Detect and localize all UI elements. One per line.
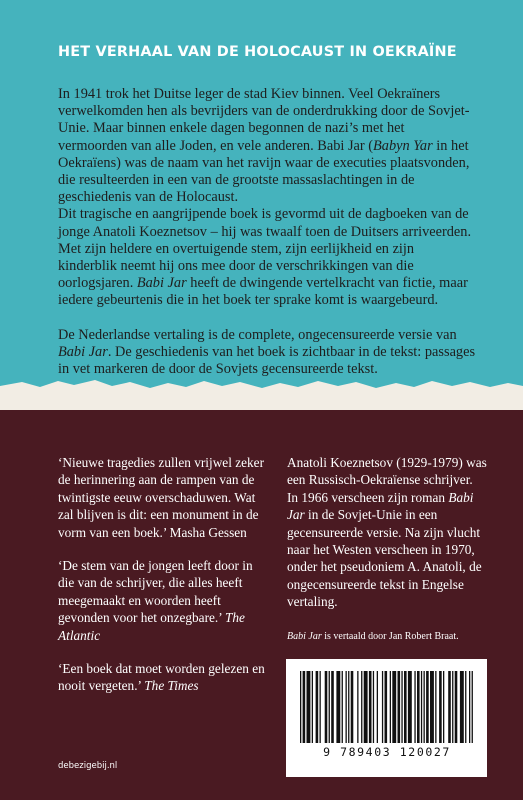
isbn-digits: 9 789403 120027: [323, 745, 451, 759]
barcode-panel: [286, 659, 487, 777]
isbn-barcode: [298, 671, 476, 743]
review-quote: ‘Een boek dat moet worden gelezen en nooit vergeten.’ The Times: [58, 661, 265, 694]
translator-credit: Babi Jar is vertaald door Jan Robert Braat.: [287, 631, 459, 642]
back-cover-heading: HET VERHAAL VAN DE HOLOCAUST IN OEKRAÏNE: [58, 44, 457, 60]
blurb-paragraph-2: Dit tragische en aangrijpende boek is gevormd uit de dagboeken van de jonge Anatoli Koeznetsov – hij was twaalf toen de Duitsers arriveerden. Met zijn heldere en overtuigende stem, zijn eerlijkheid en zijn kinderblik neemt hij ons mee door de verschrikkingen van die oorlogsjaren. Babi Jar heeft de dwingende vertelkracht van fictie, maar iedere gebeurtenis die in het boek ter sprake komt is waargebeurd.: [58, 206, 472, 309]
publisher-website: debezigebij.nl: [58, 761, 118, 771]
review-quote: ‘Nieuwe tragedies zullen vrijwel zeker de herinnering aan de rampen van de twintigste eeuw overschaduwen. Wat zal blijven is dit: een monument in de vorm van een boek.’ Masha Gessen: [58, 455, 265, 540]
author-bio: Anatoli Koeznetsov (1929-1979) was een Russisch-Oekraïense schrijver. In 1966 verscheen zijn roman Babi Jar in de Sovjet-Unie in een gecensureerde versie. Na zijn vlucht naar het Westen verscheen in 1970, onder het pseudoniem A. Anatoli, de ongecensureerde tekst in Engelse vertaling.: [287, 455, 487, 610]
review-quotes: [58, 454, 270, 711]
review-quote: ‘De stem van de jongen leeft door in die van de schrijver, die alles heeft meegemaakt en woorden heeft gevonden voor het onzegbare.’ The Atlantic: [58, 558, 253, 643]
blurb-paragraph-1: In 1941 trok het Duitse leger de stad Kiev binnen. Veel Oekraïners verwelkomden hen als bevrijders van de onderdrukking door de Sovjet-Unie. Maar binnen enkele dagen begonnen de nazi’s met het vermoorden van alle Joden, en vele anderen. Babi Jar (Babyn Yar in het Oekraïens) was de naam van het ravijn waar de executies plaatsvonden, die resulteerden in een van de grootste massaslachtingen in de geschiedenis van de Holocaust.: [58, 86, 470, 206]
blurb: [58, 86, 476, 378]
blurb-paragraph-3: De Nederlandse vertaling is de complete, ongecensureerde versie van Babi Jar. De geschiedenis van het boek is zichtbaar in de tekst: passages in vet markeren de door de Sovjets gecensureerde tekst.: [58, 326, 476, 378]
